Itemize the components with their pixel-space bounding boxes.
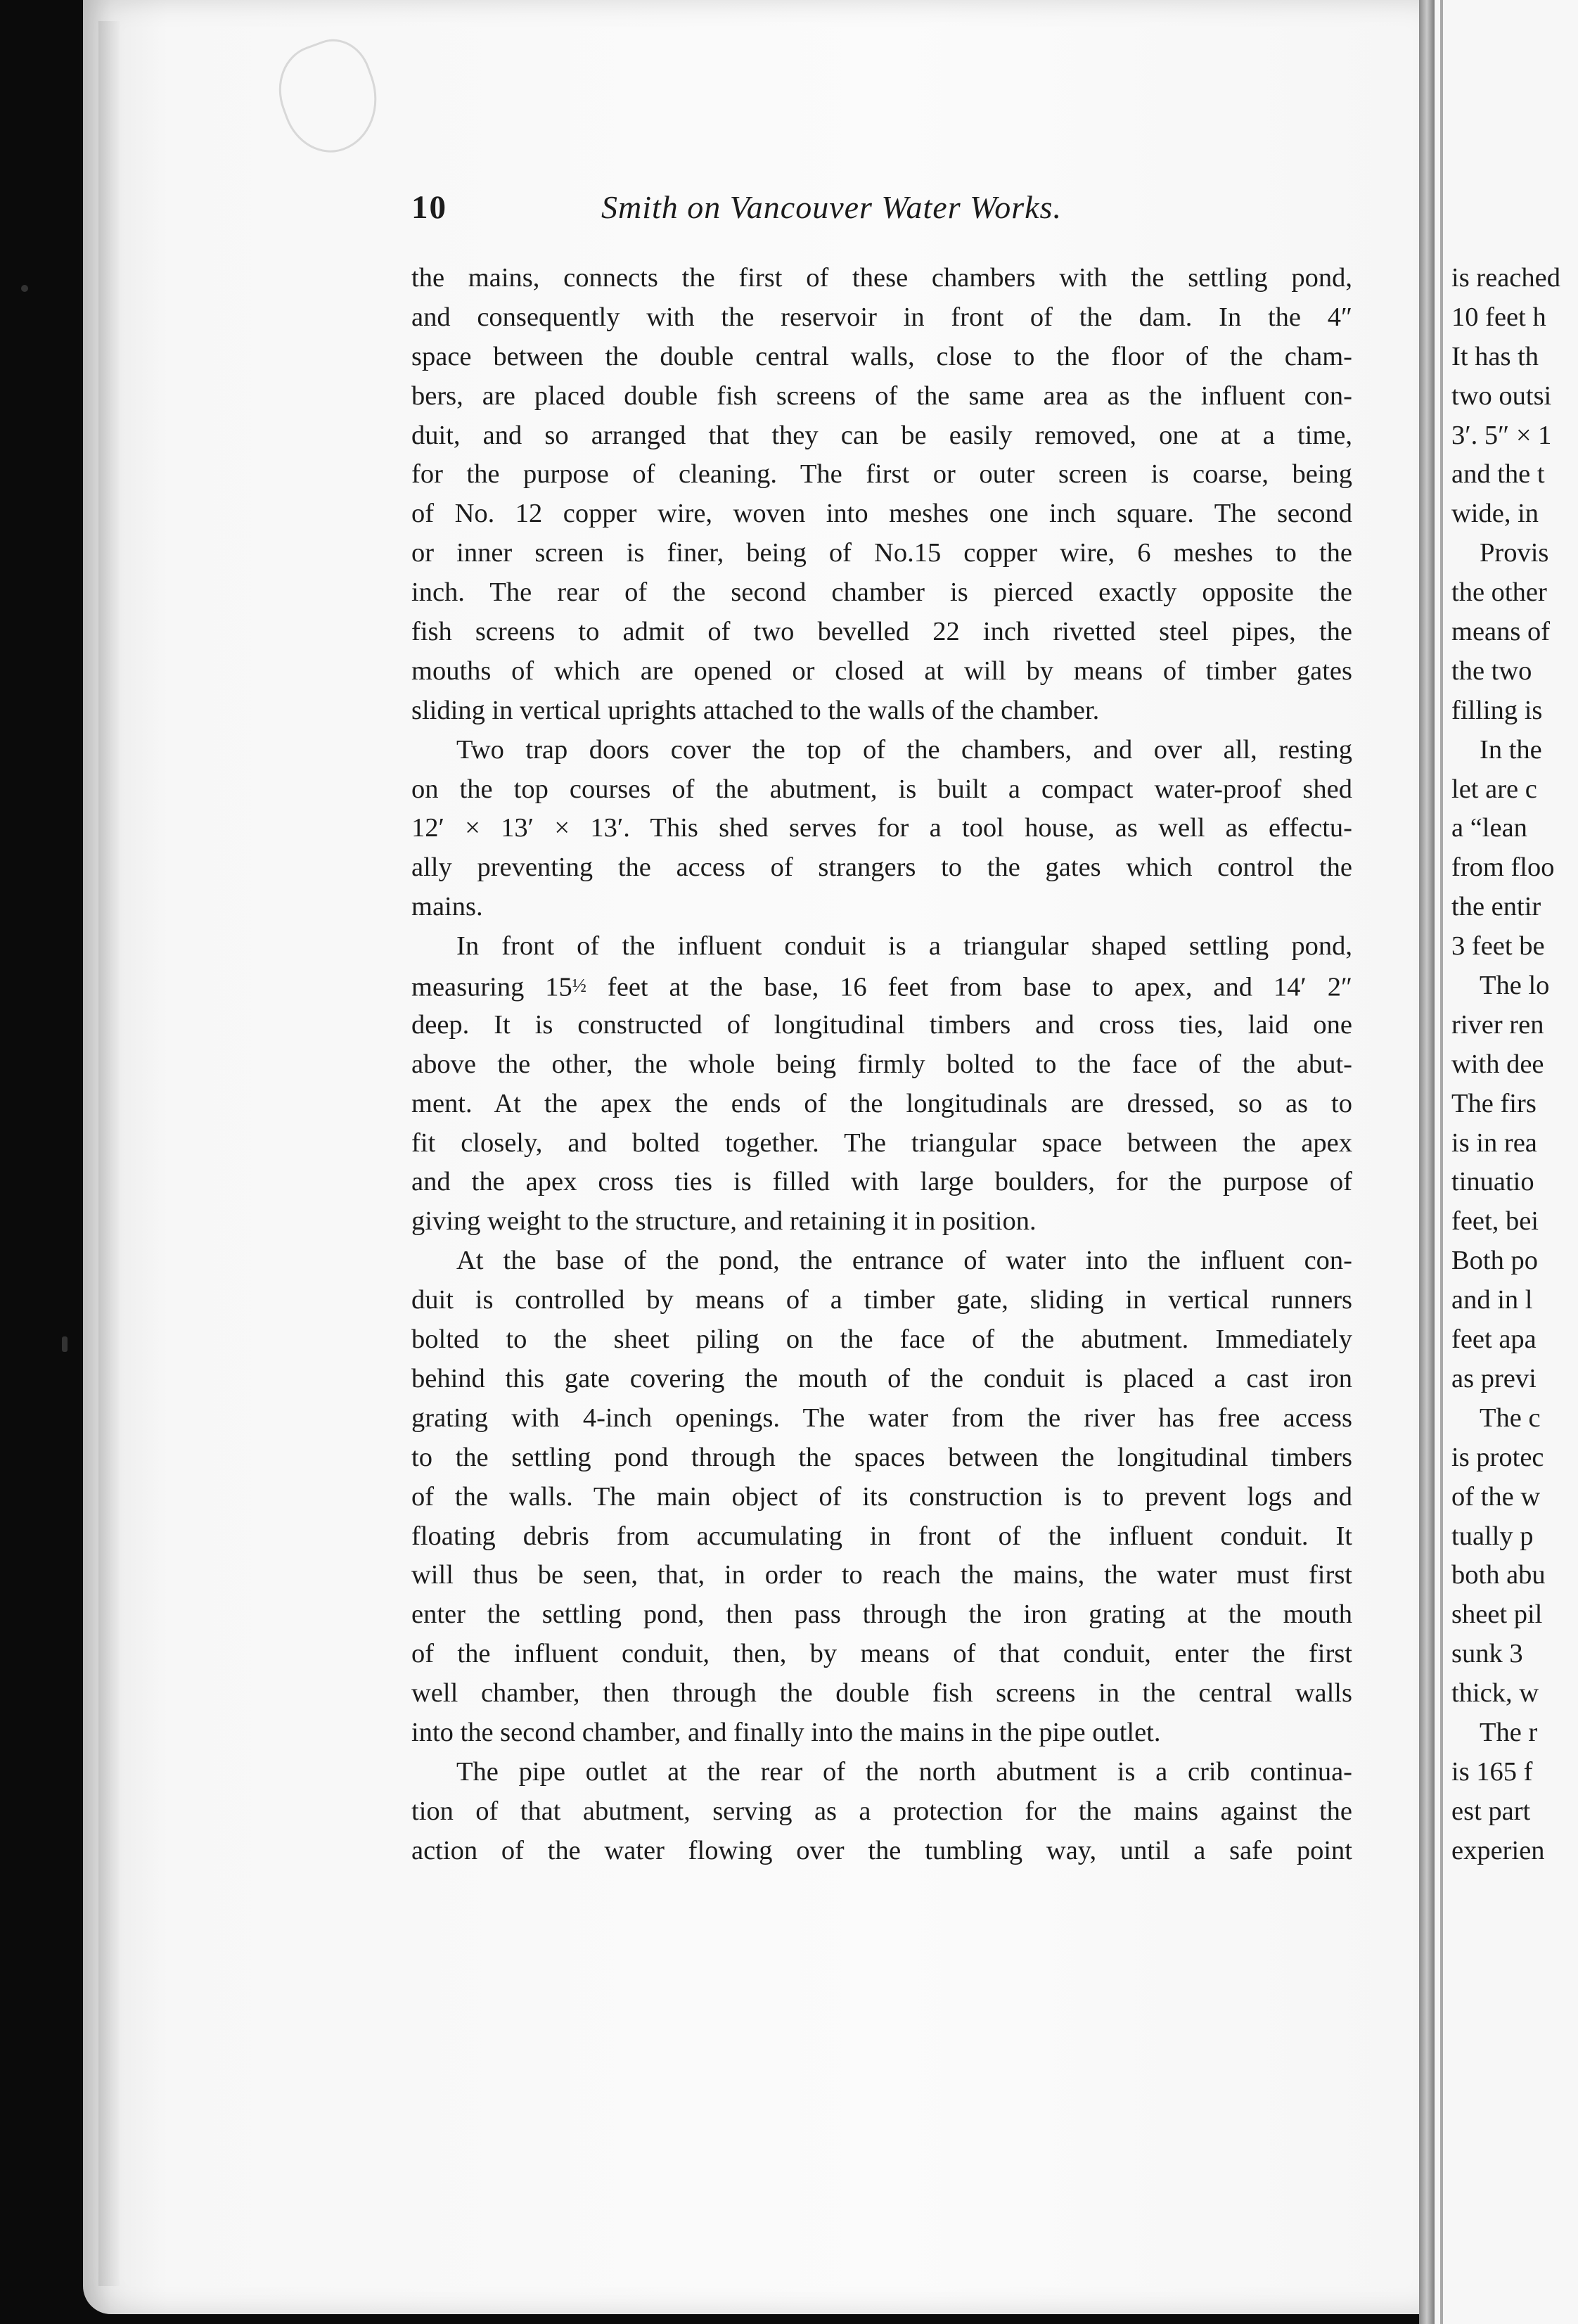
book-gutter xyxy=(1419,0,1435,2324)
text-fragment: measuring 15 xyxy=(411,972,572,1002)
text-line: well chamber, then through the double fish screens in the central walls xyxy=(411,1678,1352,1709)
page-header xyxy=(411,189,1153,231)
text-line: duit is controlled by means of a timber gate, sliding in vertical runners xyxy=(411,1285,1352,1315)
text-line: bers, are placed double fish screens of the same area as the influent con- xyxy=(411,381,1352,411)
right-text-line: sheet pil xyxy=(1451,1600,1543,1630)
text-line: ally preventing the access of strangers to the gates which control the xyxy=(411,853,1352,883)
right-text-line: The c xyxy=(1480,1403,1541,1433)
text-line: ment. At the apex the ends of the longitudinals are dressed, so as to xyxy=(411,1088,1352,1118)
right-text-line: Provis xyxy=(1480,538,1549,568)
scan-speck xyxy=(62,1336,68,1352)
text-line: 12′ × 13′ × 13′. This shed serves for a tool house, as well as effectu- xyxy=(411,813,1352,843)
text-line: sliding in vertical uprights attached to the walls of the chamber. xyxy=(411,695,1100,725)
text-line: mouths of which are opened or closed at will by means of timber gates xyxy=(411,656,1352,686)
right-text-line: two outsi xyxy=(1451,381,1552,411)
right-text-line: tinuatio xyxy=(1451,1167,1534,1197)
right-text-line: is in rea xyxy=(1451,1128,1537,1158)
right-text-line: means of xyxy=(1451,617,1551,647)
text-line: duit, and so arranged that they can be easily removed, one at a time, xyxy=(411,420,1352,450)
right-text-line: sunk 3 xyxy=(1451,1639,1523,1669)
text-line: and the apex cross ties is filled with large boulders, for the purpose of xyxy=(411,1167,1352,1197)
fraction-half: ½ xyxy=(572,975,586,997)
right-text-line: the two xyxy=(1451,656,1532,686)
text-line: on the top courses of the abutment, is built a compact water-proof shed xyxy=(411,774,1352,804)
text-line: for the purpose of cleaning. The first or outer screen is coarse, being xyxy=(411,459,1352,490)
right-text-line: of the w xyxy=(1451,1481,1541,1512)
text-line: into the second chamber, and finally into the mains in the pipe outlet. xyxy=(411,1717,1161,1747)
text-line: above the other, the whole being firmly bolted to the face of the abut- xyxy=(411,1049,1352,1079)
right-text-line: est part xyxy=(1451,1796,1531,1826)
right-text-line: the entir xyxy=(1451,892,1541,922)
right-text-line: experien xyxy=(1451,1835,1545,1865)
right-text-line: In the xyxy=(1480,734,1542,765)
text-line: giving weight to the structure, and retaining it in position. xyxy=(411,1206,1037,1237)
right-text-line: and in l xyxy=(1451,1285,1533,1315)
text-line: At the base of the pond, the entrance of water into the influent con- xyxy=(456,1246,1352,1276)
text-line: tion of that abutment, serving as a protection for the mains against the xyxy=(411,1796,1352,1826)
text-line: to the settling pond through the spaces between the longitudinal timbers xyxy=(411,1442,1352,1472)
page-number: 10 xyxy=(411,189,447,226)
text-line: In front of the influent conduit is a triangular shaped settling pond, xyxy=(456,931,1352,962)
right-text-line: a “lean xyxy=(1451,813,1527,843)
right-page-edge xyxy=(1440,0,1443,2324)
right-text-line: feet apa xyxy=(1451,1324,1537,1355)
right-text-line: The r xyxy=(1480,1717,1538,1747)
right-text-line: It has th xyxy=(1451,341,1539,371)
text-line: floating debris from accumulating in front of the influent conduit. It xyxy=(411,1521,1352,1551)
right-text-line: The lo xyxy=(1480,971,1550,1001)
right-page-text xyxy=(1451,259,1578,1871)
text-line: of No. 12 copper wire, woven into meshes one inch square. The second xyxy=(411,499,1352,529)
text-line: Two trap doors cover the top of the chambers, and over all, resting xyxy=(456,734,1352,765)
right-text-line: Both po xyxy=(1451,1246,1539,1276)
scan-speck xyxy=(21,285,28,292)
running-title: Smith on Vancouver Water Works. xyxy=(601,189,1062,225)
right-text-line: tually p xyxy=(1451,1521,1534,1551)
text-line: action of the water flowing over the tumbling way, until a safe point xyxy=(411,1835,1352,1865)
text-line: of the walls. The main object of its construction is to prevent logs and xyxy=(411,1481,1352,1512)
right-text-line: wide, in xyxy=(1451,499,1539,529)
right-text-line: let are c xyxy=(1451,774,1537,804)
text-line: the mains, connects the first of these chambers with the settling pond, xyxy=(411,263,1352,293)
right-text-line: river ren xyxy=(1451,1009,1544,1040)
right-text-line: feet, bei xyxy=(1451,1206,1539,1237)
right-text-line: thick, w xyxy=(1451,1678,1539,1709)
text-line: deep. It is constructed of longitudinal timbers and cross ties, laid one xyxy=(411,1009,1352,1040)
text-line: of the influent conduit, then, by means of that conduit, enter the first xyxy=(411,1639,1352,1669)
text-line: fish screens to admit of two bevelled 22 inch rivetted steel pipes, the xyxy=(411,617,1352,647)
text-line: fit closely, and bolted together. The triangular space between the apex xyxy=(411,1128,1352,1158)
text-line: inch. The rear of the second chamber is pierced exactly opposite the xyxy=(411,577,1352,608)
text-line-with-fraction xyxy=(411,966,1352,1006)
page-edge-shadow xyxy=(98,21,120,2286)
right-text-line: The firs xyxy=(1451,1088,1537,1118)
text-line: mains. xyxy=(411,892,483,922)
right-text-line: as previ xyxy=(1451,1363,1537,1393)
right-text-line: from floo xyxy=(1451,853,1555,883)
right-text-line: is protec xyxy=(1451,1442,1544,1472)
right-text-line: 10 feet h xyxy=(1451,302,1546,332)
text-line: The pipe outlet at the rear of the north abutment is a crib continua- xyxy=(456,1756,1352,1787)
text-fragment: feet at the base, 16 feet from base to apex, and 14′ 2″ xyxy=(586,972,1353,1002)
body-text xyxy=(411,259,1352,1871)
text-line: space between the double central walls, close to the floor of the cham- xyxy=(411,341,1352,371)
right-text-line: and the t xyxy=(1451,459,1545,490)
right-text-line: 3 feet be xyxy=(1451,931,1545,962)
right-text-line: 3′. 5″ × 1 xyxy=(1451,420,1552,450)
right-text-line: with dee xyxy=(1451,1049,1544,1079)
right-text-line: is 165 f xyxy=(1451,1756,1533,1787)
right-text-line: filling is xyxy=(1451,695,1543,725)
text-line: bolted to the sheet piling on the face of the abutment. Immediately xyxy=(411,1324,1352,1355)
text-line: grating with 4-inch openings. The water from the river has free access xyxy=(411,1403,1352,1433)
right-text-line: both abu xyxy=(1451,1560,1546,1590)
text-line: or inner screen is finer, being of No.15 copper wire, 6 meshes to the xyxy=(411,538,1352,568)
text-line: enter the settling pond, then pass through the iron grating at the mouth xyxy=(411,1600,1352,1630)
right-text-line: is reached xyxy=(1451,263,1560,293)
text-line: will thus be seen, that, in order to reach the mains, the water must first xyxy=(411,1560,1352,1590)
text-line: behind this gate covering the mouth of the conduit is placed a cast iron xyxy=(411,1363,1352,1393)
text-line: and consequently with the reservoir in front of the dam. In the 4″ xyxy=(411,302,1352,332)
right-text-line: the other xyxy=(1451,577,1547,608)
